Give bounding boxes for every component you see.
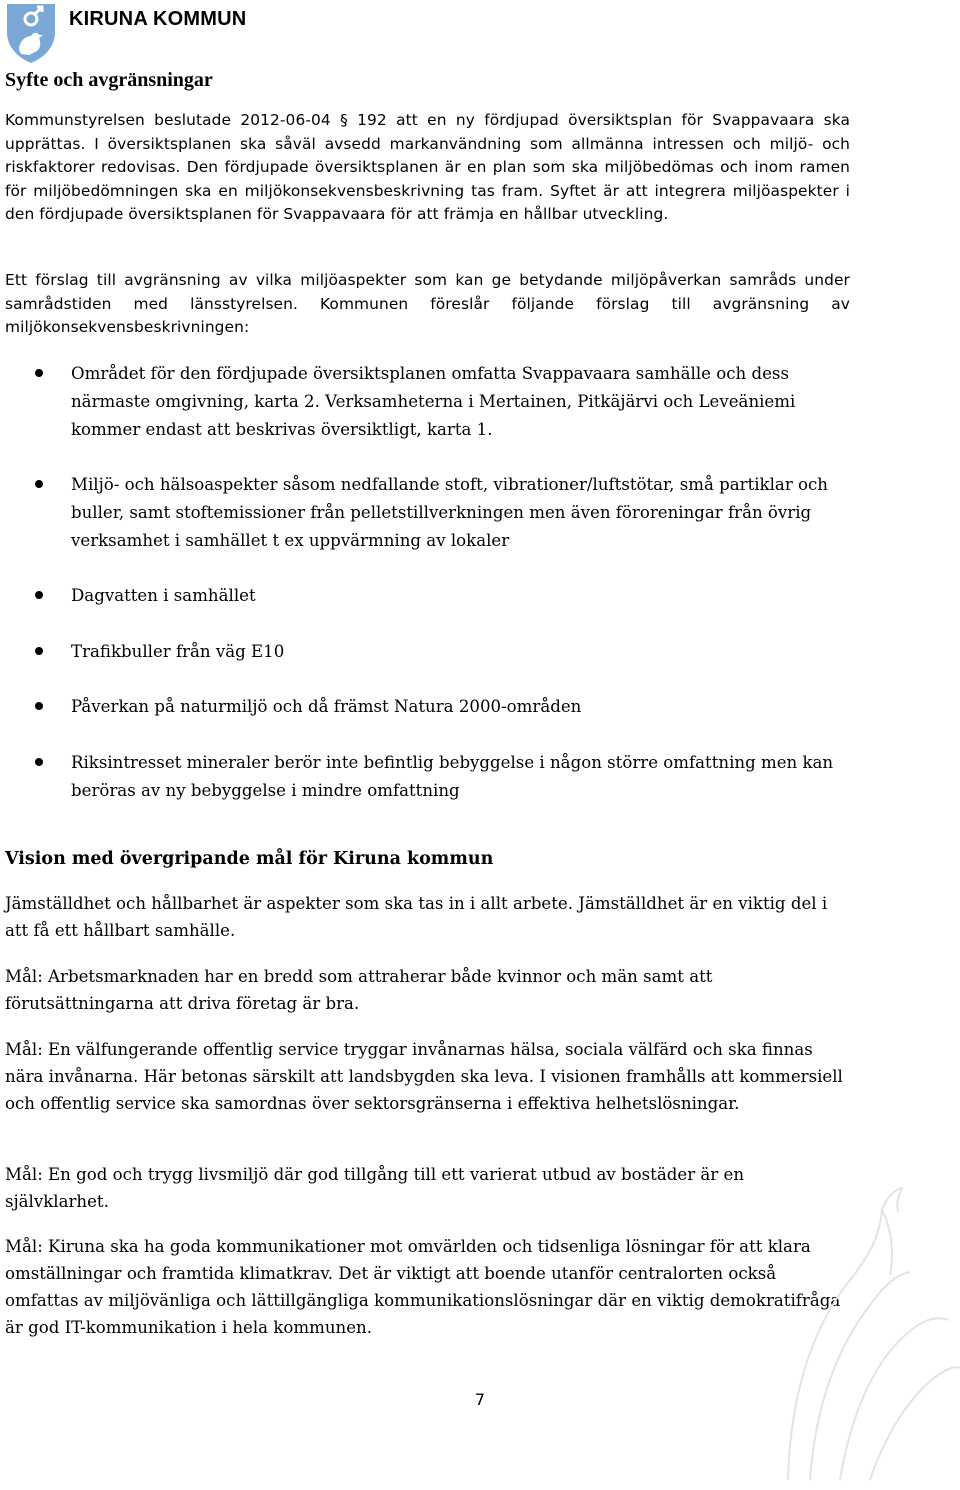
- ptarmigan-watermark-icon: [770, 1180, 960, 1490]
- kiruna-coat-of-arms-icon: [5, 2, 57, 64]
- bullet-icon: [35, 647, 43, 655]
- goal-paragraph: Mål: Arbetsmarknaden har en bredd som attraherar både kvinnor och män samt att förutsättningarna att driva företag är bra.: [5, 967, 713, 1013]
- vision-paragraph: Jämställdhet och hållbarhet är aspekter som ska tas in i allt arbete. Jämställdhet är en viktig del i att få ett hållbart samhälle.: [5, 894, 828, 940]
- delimitation-list: [5, 360, 855, 805]
- list-item: Dagvatten i samhället: [5, 582, 855, 610]
- paragraph-decision: Kommunstyrelsen beslutade 2012-06-04 § 192 att en ny fördjupad översiktsplan för Svappavaara ska upprättas. I översiktsplanen ska såväl avsedd markanvändning som allmänna intressen och miljö- och riskfaktorer redovisas. Den fördjupade översiktsplanen är en plan som ska miljöbedömas och inom ramen för miljöbedömningen ska en miljökonsekvensbeskrivning tas fram. Syftet är att integrera miljöaspekter i den fördjupade översiktsplanen för Svappavaara för att främja en hållbar utveckling.: [5, 111, 850, 223]
- page-header: [5, 2, 246, 64]
- list-item: Trafikbuller från väg E10: [5, 638, 855, 666]
- list-item: Miljö- och hälsoaspekter såsom nedfallande stoft, vibrationer/luftstötar, små partiklar och buller, samt stoftemissioner från pelletstillverkningen men även föroreningar från övrig verksamhet i samhället t ex uppvärmning av lokaler: [5, 471, 855, 555]
- goal-paragraph: Mål: En välfungerande offentlig service tryggar invånarnas hälsa, sociala välfärd och ska finnas nära invånarna. Här betonas särskilt att landsbygden ska leva. I visionen framhålls att kommersiell och offentlig service ska samordnas över sektorsgränserna i effektiva helhetslösningar.: [5, 1040, 843, 1113]
- bullet-icon: [35, 758, 43, 766]
- organization-name: KIRUNA KOMMUN: [69, 8, 247, 30]
- list-item: Påverkan på naturmiljö och då främst Natura 2000-områden: [5, 693, 855, 721]
- page-number: 7: [474, 1390, 486, 1409]
- list-item: Riksintresset mineraler berör inte befintlig bebyggelse i någon större omfattning men kan beröras av ny bebyggelse i mindre omfattning: [5, 749, 855, 805]
- bullet-icon: [35, 702, 43, 710]
- bullet-icon: [35, 369, 43, 377]
- bullet-icon: [35, 480, 43, 488]
- goal-paragraph: Mål: En god och trygg livsmiljö där god tillgång till ett varierat utbud av bostäder är en självklarhet.: [5, 1165, 745, 1211]
- section-heading-syfte: Syfte och avgränsningar: [5, 69, 213, 91]
- bullet-icon: [35, 591, 43, 599]
- section-heading-vision: Vision med övergripande mål för Kiruna kommun: [5, 849, 494, 869]
- goal-paragraph: Mål: Kiruna ska ha goda kommunikationer mot omvärlden och tidsenliga lösningar för att klara omställningar och framtida klimatkrav. Det är viktigt att boende utanför centralorten också omfattas av miljövänliga och lättillgängliga kommunikationslösningar där en viktig demokratifråga är god IT-kommunikation i hela kommunen.: [5, 1237, 841, 1337]
- paragraph-delimitation: Ett förslag till avgränsning av vilka miljöaspekter som kan ge betydande miljöpåverkan samråds under samrådstiden med länsstyrelsen. Kommunen föreslår följande förslag till avgränsning av miljökonsekvensbeskrivningen:: [5, 271, 850, 336]
- list-item: Området för den fördjupade översiktsplanen omfatta Svappavaara samhälle och dess närmaste omgivning, karta 2. Verksamheterna i Mertainen, Pitkäjärvi och Leveäniemi kommer endast att beskrivas översiktligt, karta 1.: [5, 360, 855, 444]
